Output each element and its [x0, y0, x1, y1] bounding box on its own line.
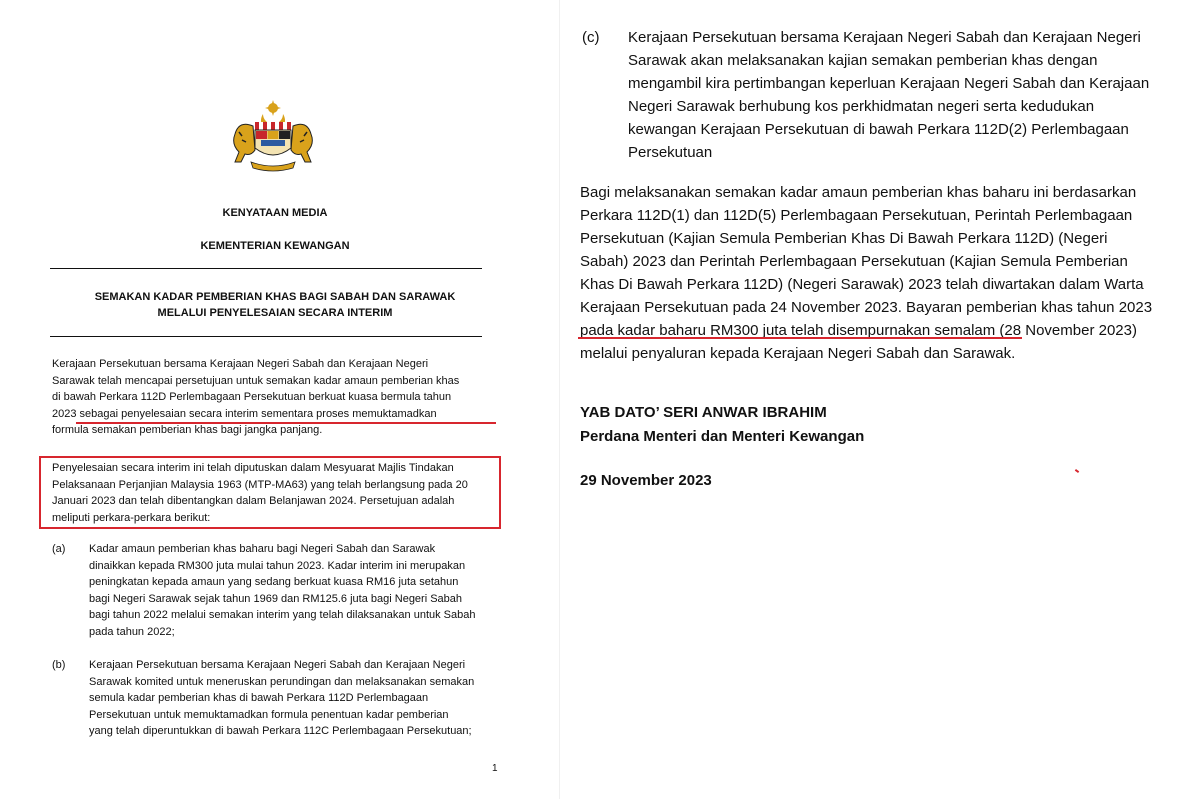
document-page-1: [0, 0, 560, 799]
text-line: Sarawak telah mencapai persetujuan untuk semakan kadar amaun pemberian khas: [52, 374, 460, 387]
text-line: Kerajaan Persekutuan pada 24 November 2023. Bayaran pemberian khas tahun 2023: [580, 299, 1153, 316]
item-a-text: [89, 541, 499, 640]
text-line: kewangan Kerajaan Persekutuan di bawah Perkara 112D(2) Perlembagaan: [628, 121, 1129, 138]
text-line: Negeri Sarawak berhubung kos perkhidmatan negeri serta kedudukan: [628, 98, 1095, 115]
text-line: yang telah diperuntukkan di bawah Perkara 112C Perlembagaan Persekutuan;: [89, 725, 472, 737]
text-line: Khas Di Bawah Perkara 112D) (Negeri Sarawak) 2023 telah diwartakan dalam Warta: [580, 276, 1144, 293]
top-rule: [50, 268, 482, 269]
paragraph-2: [52, 460, 498, 526]
text-line: formula semakan pemberian khas bagi jangka panjang.: [52, 424, 323, 436]
text-line: pada tahun 2022;: [89, 625, 175, 638]
text-line: Persekutuan untuk memuktamadkan formula penentuan kadar pemberian: [89, 708, 449, 721]
text-line: pada kadar baharu RM300 juta telah disempurnakan semalam (28 November 2023): [580, 322, 1137, 339]
text-line: bagi tahun 2022 melalui semakan interim yang telah dilaksanakan untuk Sabah: [89, 609, 476, 621]
text-line: Perkara 112D(1) dan 112D(5) Perlembagaan Persekutuan, Perintah Perlembagaan: [580, 207, 1133, 224]
title-line-2: MELALUI PENYELESAIAN SECARA INTERIM: [157, 307, 393, 319]
text-line: Penyelesaian secara interim ini telah diputuskan dalam Mesyuarat Majlis Tindakan: [52, 462, 454, 474]
item-b-text: [89, 657, 499, 740]
title-line-1: SEMAKAN KADAR PEMBERIAN KHAS BAGI SABAH DAN SARAWAK: [94, 291, 456, 303]
text-line: Sarawak komited untuk meneruskan perundingan dan melaksanakan semakan: [89, 675, 475, 688]
text-line: bagi Negeri Sarawak sejak tahun 1969 dan RM125.6 juta bagi Negeri Sabah: [89, 592, 463, 605]
coat-of-arms-icon: [223, 100, 323, 174]
item-b-label: (b): [52, 659, 66, 671]
text-line: Kerajaan Persekutuan bersama Kerajaan Negeri Sabah dan Kerajaan Negeri: [89, 659, 466, 671]
text-line: Kadar amaun pemberian khas baharu bagi Negeri Sabah dan Sarawak: [89, 543, 436, 555]
text-line: peningkatan kepada amaun yang sedang berkuat kuasa RM16 juta setahun: [89, 576, 459, 588]
heading-media-statement: KENYATAAN MEDIA: [222, 207, 328, 219]
bottom-rule: [50, 336, 482, 337]
highlight-underline: [578, 337, 1022, 339]
signatory-title: Perdana Menteri dan Menteri Kewangan: [580, 428, 865, 445]
text-line: di bawah Perkara 112D Perlembagaan Persekutuan berkuat kuasa bermula tahun: [52, 391, 452, 403]
text-line: meliputi perkara-perkara berikut:: [52, 511, 211, 524]
text-line: Bagi melaksanakan semakan kadar amaun pemberian khas baharu ini berdasarkan: [580, 184, 1137, 201]
highlight-underline: [76, 422, 496, 424]
text-line: Kerajaan Persekutuan bersama Kerajaan Negeri Sabah dan Kerajaan Negeri: [628, 29, 1141, 46]
text-line: mengambil kira pertimbangan keperluan Kerajaan Negeri Sabah dan Kerajaan: [628, 75, 1150, 92]
text-line: Sarawak akan melaksanakan kajian semakan pemberian khas dengan: [628, 52, 1098, 69]
item-a-label: (a): [52, 543, 66, 555]
statement-date: 29 November 2023: [580, 472, 712, 489]
item-c-label: (c): [582, 29, 600, 46]
paragraph-1: [52, 356, 498, 439]
text-line: 2023 sebagai penyelesaian secara interim sementara proses memuktamadkan: [52, 407, 437, 420]
signatory-name: YAB DATO’ SERI ANWAR IBRAHIM: [580, 404, 827, 421]
text-line: dinaikkan kepada RM300 juta mulai tahun 2023. Kadar interim ini merupakan: [89, 559, 466, 572]
text-line: melalui penyaluran kepada Kerajaan Negeri Sabah dan Sarawak.: [580, 345, 1016, 362]
page-number: 1: [492, 763, 498, 774]
text-line: Sabah) 2023 dan Perintah Perlembagaan Persekutuan (Kajian Semula Pemberian: [580, 253, 1128, 270]
text-line: Pelaksanaan Perjanjian Malaysia 1963 (MTP-MA63) yang telah berlangsung pada 20: [52, 478, 468, 491]
text-line: Persekutuan: [628, 144, 713, 161]
text-line: Januari 2023 dan telah dibentangkan dalam Belanjawan 2024. Persetujuan adalah: [52, 495, 455, 507]
item-c-text: [628, 26, 1170, 164]
text-line: Kerajaan Persekutuan bersama Kerajaan Negeri Sabah dan Kerajaan Negeri: [52, 358, 429, 370]
text-line: semula kadar pemberian khas di bawah Perkara 112D Perlembagaan: [89, 692, 429, 704]
text-line: Persekutuan (Kajian Semula Pemberian Khas Di Bawah Perkara 112D) (Negeri: [580, 230, 1108, 247]
heading-ministry: KEMENTERIAN KEWANGAN: [200, 240, 350, 252]
